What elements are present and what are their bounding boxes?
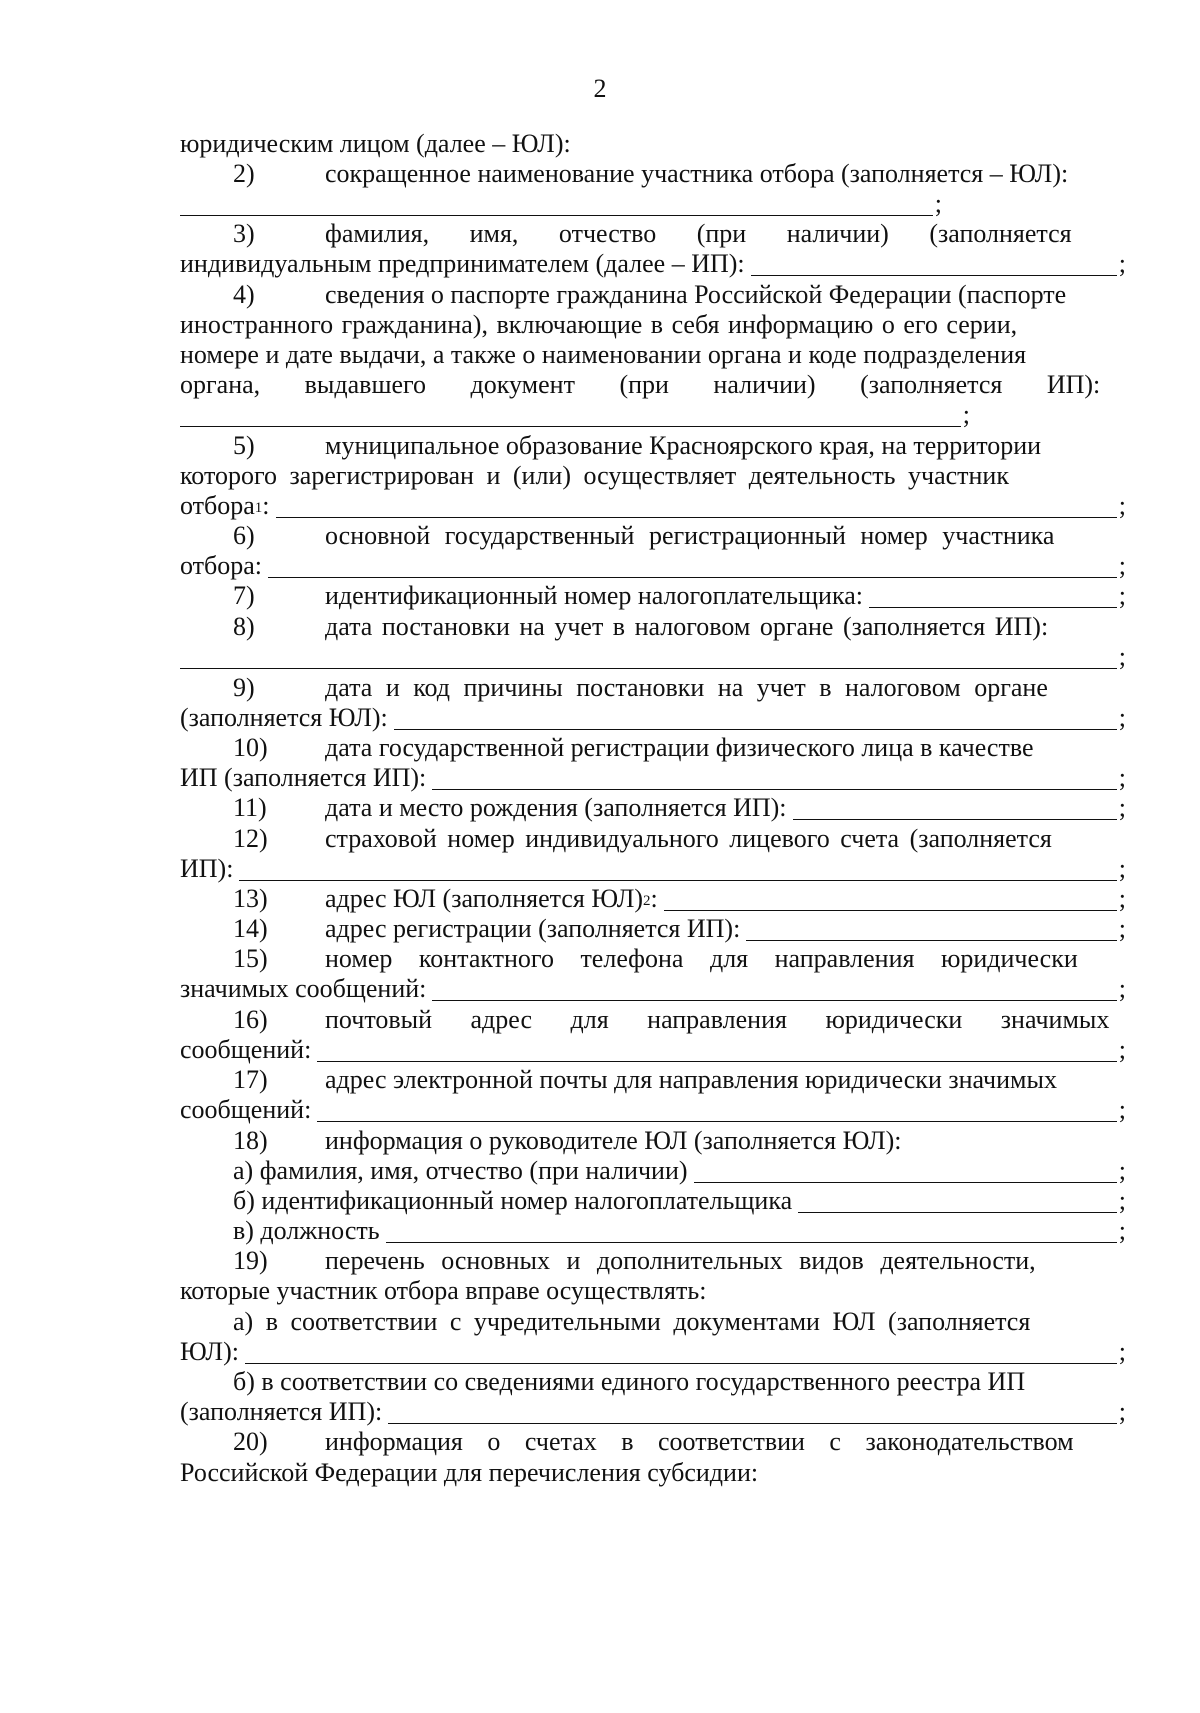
line-text: отбора [180, 491, 255, 520]
blank-field[interactable] [386, 1218, 1117, 1243]
line-text: Российской Федерации для перечисления субсидии: [180, 1458, 759, 1487]
item-14-line: 14) адрес регистрации (заполняется ИП): ; [233, 914, 1126, 943]
line-text: дата и код причины постановки на учет в налоговом органе [325, 673, 1048, 702]
item-20-line [233, 1426, 1126, 1458]
item-4-line [233, 279, 1126, 311]
blank-field[interactable] [317, 1037, 1116, 1062]
item-number: 4) [233, 280, 255, 309]
item-number: 11) [233, 793, 267, 822]
line-text: идентификационный номер налогоплательщика: [325, 581, 863, 610]
blank-field[interactable] [268, 553, 1117, 578]
item-13-line: 13) адрес ЮЛ (заполняется ЮЛ) $^2$ : ; [233, 884, 1126, 913]
blank-field[interactable] [245, 1339, 1117, 1364]
item-3-line [233, 218, 1126, 250]
item-number: 10) [233, 733, 268, 762]
item-19-line [233, 1245, 1126, 1277]
blank-field[interactable] [180, 191, 933, 216]
line-text: номере и дате выдачи, а также о наименовании органа и коде подразделения [180, 340, 1027, 369]
item-number: 13) [233, 884, 268, 913]
line-text: б) идентификационный номер налогоплательщика [233, 1186, 793, 1215]
line-text: страховой номер индивидуального лицевого счета (заполняется [325, 824, 1052, 853]
item-number: 20) [233, 1427, 268, 1456]
blank-field[interactable] [180, 644, 1117, 669]
blank-field[interactable] [798, 1188, 1117, 1213]
line-text: сведения о паспорте гражданина Российской Федерации (паспорте [325, 280, 1067, 309]
text-line [180, 369, 1126, 401]
item-12-line [233, 823, 1126, 855]
line-text: адрес электронной почты для направления юридически значимых [325, 1065, 1057, 1094]
subitem-line: а) фамилия, имя, отчество (при наличии) ; [233, 1156, 1126, 1185]
line-text: в) должность [233, 1216, 380, 1245]
blank-line: ; [180, 188, 942, 220]
text-line [180, 309, 1126, 341]
item-9-line [233, 672, 1126, 704]
item-2-line [233, 158, 1126, 190]
line-text: индивидуальным предпринимателем (далее – ИП): [180, 249, 745, 278]
text-line: ЮЛ): ; [180, 1337, 1126, 1366]
text-line: отбора: ; [180, 551, 1126, 580]
subitem-line [233, 1306, 1126, 1338]
line-text: дата постановки на учет в налоговом органе (заполняется ИП): [325, 612, 1049, 641]
line-text: фамилия, имя, отчество (при наличии) (заполняется [325, 219, 1072, 248]
line-text: иностранного гражданина), включающие в себя информацию о его серии, [180, 310, 1018, 339]
blank-field[interactable] [751, 251, 1117, 276]
blank-line: ; [180, 399, 970, 431]
line-text: информация о счетах в соответствии с законодательством [325, 1427, 1074, 1456]
line-text: (заполняется ИП): [180, 1397, 383, 1426]
item-number: 8) [233, 612, 255, 641]
item-8-line [233, 611, 1126, 643]
line-text: адрес ЮЛ (заполняется ЮЛ) [325, 884, 644, 913]
item-number: 5) [233, 431, 255, 460]
line-text: органа, выдавшего документ (при наличии) (заполняется ИП): [180, 370, 1101, 399]
line-text: основной государственный регистрационный номер участника [325, 521, 1055, 550]
line-text: ИП): [180, 854, 234, 883]
blank-field[interactable] [793, 795, 1117, 820]
text-line: сообщений: ; [180, 1035, 1126, 1064]
text-line: (заполняется ИП): ; [180, 1397, 1126, 1426]
line-text: муниципальное образование Красноярского края, на территории [325, 431, 1042, 460]
text-line [180, 460, 1126, 492]
item-number: 2) [233, 159, 255, 188]
item-15-line [233, 943, 1126, 975]
line-text: сообщений: [180, 1035, 312, 1064]
item-7-line: 7) идентификационный номер налогоплательщика: ; [233, 581, 1126, 610]
blank-field[interactable] [276, 493, 1117, 518]
blank-field[interactable] [432, 976, 1116, 1001]
text-line: значимых сообщений: ; [180, 974, 1126, 1003]
blank-line: ; [180, 641, 1126, 673]
blank-field[interactable] [317, 1097, 1116, 1122]
line-text: которые участник отбора вправе осуществлять: [180, 1276, 707, 1305]
line-text: ИП (заполняется ИП): [180, 763, 427, 792]
line-text: перечень основных и дополнительных видов деятельности, [325, 1246, 1036, 1275]
line-text: которого зарегистрирован и (или) осуществляет деятельность участник [180, 461, 1009, 490]
item-number: 6) [233, 521, 255, 550]
line-text: адрес регистрации (заполняется ИП): [325, 914, 741, 943]
text-line [180, 339, 1126, 371]
line-text: информация о руководителе ЮЛ (заполняется ЮЛ): [325, 1126, 902, 1155]
text-line: ИП (заполняется ИП): ; [180, 763, 1126, 792]
item-10-line [233, 732, 1126, 764]
blank-field[interactable] [664, 886, 1117, 911]
item-18-line [233, 1125, 1126, 1157]
blank-field[interactable] [394, 705, 1117, 730]
line-text: а) фамилия, имя, отчество (при наличии) [233, 1156, 688, 1185]
item-16-line [233, 1004, 1126, 1036]
text-line [180, 128, 1126, 160]
item-number: 9) [233, 673, 255, 702]
blank-field[interactable] [869, 583, 1117, 608]
item-number: 12) [233, 824, 268, 853]
item-11-line: 11) дата и место рождения (заполняется ИП): ; [233, 793, 1126, 822]
item-number: 15) [233, 944, 268, 973]
item-number: 19) [233, 1246, 268, 1275]
text-line [180, 1275, 1126, 1307]
blank-field[interactable] [239, 856, 1116, 881]
subitem-line: б) идентификационный номер налогоплательщика ; [233, 1186, 1126, 1215]
subitem-line [233, 1366, 1126, 1398]
line-text: отбора: [180, 551, 263, 580]
line-text: а) в соответствии с учредительными документами ЮЛ (заполняется [233, 1307, 1031, 1336]
text-line: индивидуальным предпринимателем (далее – ИП): ; [180, 249, 1126, 278]
blank-field[interactable] [388, 1399, 1117, 1424]
text-line: ИП): ; [180, 854, 1126, 883]
line-text: сокращенное наименование участника отбора (заполняется – ЮЛ): [325, 159, 1069, 188]
line-text: дата государственной регистрации физического лица в качестве [325, 733, 1034, 762]
blank-field[interactable] [432, 765, 1117, 790]
page-number: 2 [593, 74, 607, 103]
text-line: отбора $^1$ : ; [180, 491, 1126, 520]
line-text: значимых сообщений: [180, 974, 427, 1003]
blank-field[interactable] [746, 916, 1116, 941]
line-text: юридическим лицом (далее – ЮЛ): [180, 129, 571, 158]
text-line: сообщений: ; [180, 1095, 1126, 1124]
line-text: почтовый адрес для направления юридически значимых [325, 1005, 1110, 1034]
line-text: сообщений: [180, 1095, 312, 1124]
text-line: (заполняется ЮЛ): ; [180, 703, 1126, 732]
item-5-line [233, 430, 1126, 462]
item-17-line [233, 1064, 1126, 1096]
item-number: 7) [233, 581, 255, 610]
item-number: 16) [233, 1005, 268, 1034]
blank-field[interactable] [180, 402, 961, 427]
line-text: ЮЛ): [180, 1337, 239, 1366]
item-number: 14) [233, 914, 268, 943]
item-number: 3) [233, 219, 255, 248]
item-number: 17) [233, 1065, 268, 1094]
line-text: б) в соответствии со сведениями единого государственного реестра ИП [233, 1367, 1026, 1396]
blank-field[interactable] [694, 1158, 1117, 1183]
item-number: 18) [233, 1126, 268, 1155]
text-line [180, 1457, 1126, 1489]
line-text: дата и место рождения (заполняется ИП): [325, 793, 787, 822]
subitem-line: в) должность ; [233, 1216, 1126, 1245]
line-text: номер контактного телефона для направления юридически [325, 944, 1078, 973]
line-text: (заполняется ЮЛ): [180, 703, 388, 732]
item-6-line [233, 520, 1126, 552]
